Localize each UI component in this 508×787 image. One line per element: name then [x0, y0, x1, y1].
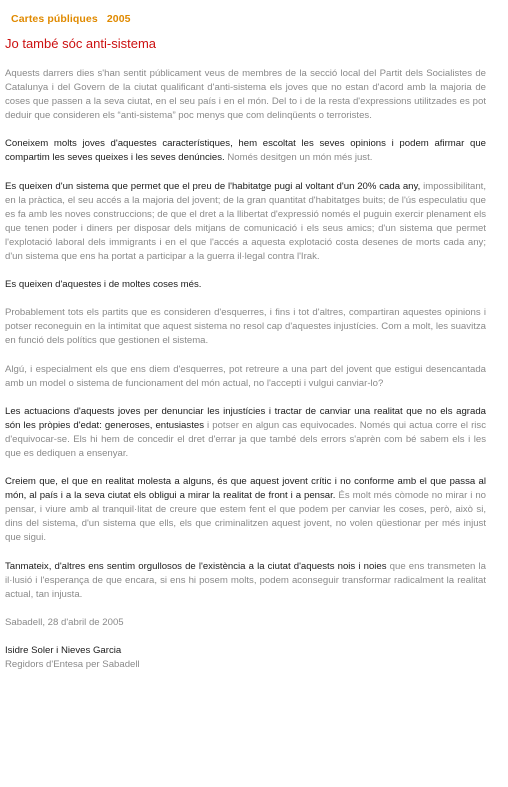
paragraph-8-emphasis: Creiem que, el que en realitat molesta a alguns, és que aquest jovent crític i no conforme amb el que passa al món, al país i a la seva ciutat els obligui a mirar la realitat de front i a pensar. — [5, 476, 486, 502]
article-body — [5, 67, 486, 672]
section-header: Cartes públiques 2005 — [8, 13, 131, 25]
article-title: Jo també sóc anti-sistema — [5, 36, 157, 51]
paragraph-7-rest: i potser en algun cas equivocades. Només qui actua corre el risc d'equivocar-se. Els hi hem de concedir el dret d'errar ja que també dels errors s'aprèn com bé sabem els i les que es dediquen a ensenyar. — [5, 419, 487, 459]
signature-role: Regidors d'Entesa per Sabadell — [5, 659, 140, 670]
paragraph-3 — [5, 180, 486, 265]
paragraph-2-rest: Només desitgen un món més just. — [224, 152, 373, 164]
paragraph-7-emphasis: Les actuacions d'aquests joves per denunciar les injustícies i tractar de canviar una realitat que no els agrada són les pròpies d'edat: generoses, entusiastes — [5, 405, 486, 431]
paragraph-7 — [5, 405, 486, 461]
paragraph-2-emphasis: Coneixem molts joves d'aquestes característiques, hem escoltat les seves opinions i podem afirmar que compartim les seves queixes i les seves denúncies. — [5, 138, 486, 164]
paragraph-9 — [5, 560, 486, 602]
paragraph-3-emphasis: Es queixen d'un sistema que permet que el preu de l'habitatge pugi al voltant d'un 20% cada any, — [5, 180, 421, 192]
paragraph-1: Aquests darrers dies s'han sentit públicament veus de membres de la secció local del Partit dels Socialistes de Catalunya i del Govern de la ciutat qualificant d'anti-sistema els joves que no estan d'acord amb la majoria de coses que passen a la seva ciutat, en el seu país i en el món. Del to i de la resta d'expressions utilitzades es pot deduir que consideren els “anti-sistema” poc menys que com delinqüents o terroristes. — [5, 68, 486, 122]
signature-names: Isidre Soler i Nieves Garcia — [5, 644, 122, 656]
paragraph-8-rest: És molt més còmode no mirar i no pensar, i viure amb al tranquil·litat de creure que estem fent el que podem per canviar les coses, però, això si, dins del sistema, d'un sistema que ells, els que criminalitzen aquest jovent, no volen qüestionar per més injust que sigui. — [5, 490, 486, 544]
article-date: Sabadell, 28 d'abril de 2005 — [5, 616, 124, 628]
paragraph-9-emphasis: Tanmateix, d'altres ens sentim orgullosos de l'existència a la ciutat d'aquests nois i noies — [5, 560, 387, 572]
paragraph-2 — [5, 137, 486, 165]
paragraph-8 — [5, 475, 486, 545]
paragraph-9-rest: que ens transmeten la il·lusió i l'esperança de que encara, si ens hi posem molts, podem aconseguir transformar radicalment la realitat actual, tan injusta. — [5, 560, 486, 600]
paragraph-6: Algú, i especialment els que ens diem d'esquerres, pot retreure a una part del jovent que estigui desencantada amb un model o sistema de funcionament del món actual, no l'accepti i vulgui canviar-lo? — [5, 363, 486, 389]
paragraph-4: Es queixen d'aquestes i de moltes coses més. — [5, 279, 202, 291]
paragraph-5: Probablement tots els partits que es consideren d'esquerres, i fins i tot d'altres, compartiran aquestes opinions i potser reconeguin en la intimitat que aquest sistema no resol cap d'aquestes injustícies. Com a molt, les suavitza en funció dels polítics que gestionen el sistema. — [5, 307, 486, 347]
paragraph-3-rest: impossibilitant, en la pràctica, el seu accés a la majoria del jovent; de la gran quantitat d'habitatges buits; de l'ús especulatiu que es fa amb les noves construccions; de que el dret a la llibertat d'expressió només el puguin exercir plenament els que tenen poder i diners per disposar dels mitjans de comunicació i els seus amics; d'un sistema que permet l'explotació laboral dels immigrants i en el que l'accés a aquesta explotació costa desenes de morts cada any; d'un sistema que ens ha portat a participar a la guerra il·legal contra l'Irak. — [5, 180, 486, 263]
